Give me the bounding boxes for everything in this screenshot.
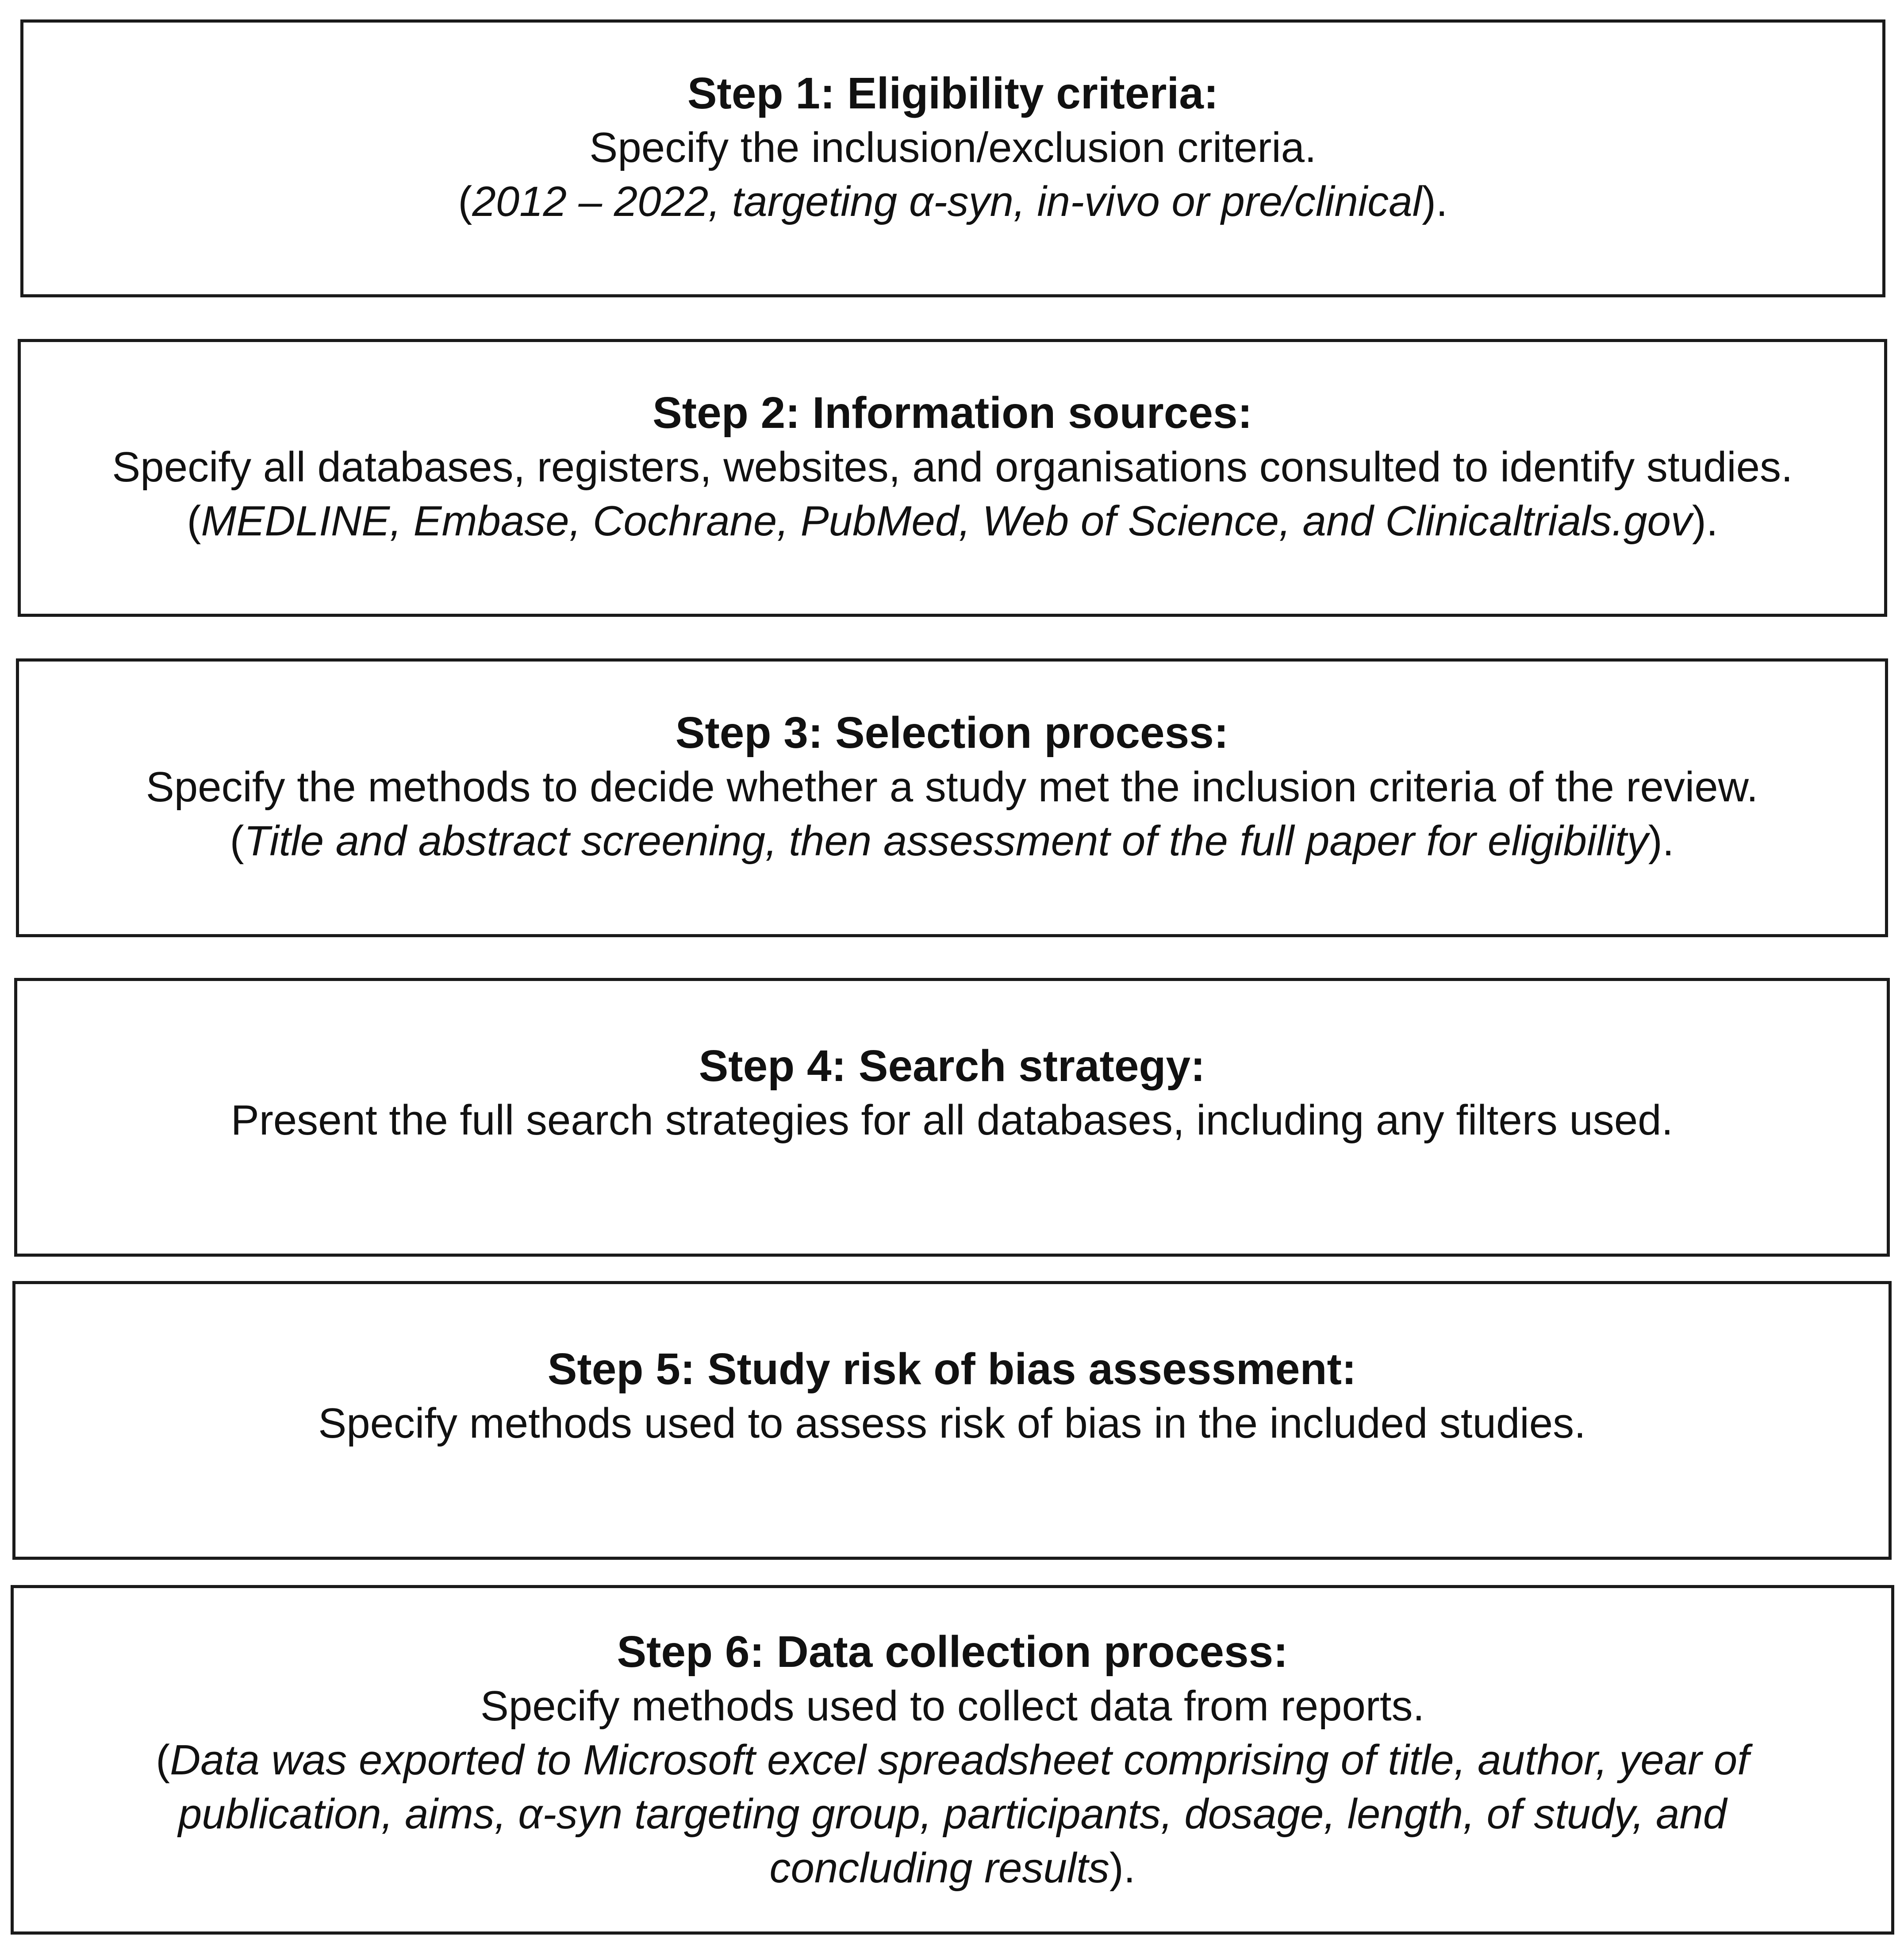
step-1-note-text: 2012 – 2022, targeting α-syn, in-vivo or pre/clinical xyxy=(472,178,1422,225)
step-5-title: Step 5: Study risk of bias assessment: xyxy=(547,1344,1357,1394)
step-3-content xyxy=(146,705,1758,868)
step-4-content xyxy=(231,1039,1673,1147)
step-4-title: Step 4: Search strategy: xyxy=(699,1041,1205,1091)
step-2-title: Step 2: Information sources: xyxy=(653,388,1252,438)
step-1-note xyxy=(458,175,1447,229)
step-5-box xyxy=(12,1281,1892,1560)
step-3-description: Specify the methods to decide whether a study met the inclusion criteria of the review. xyxy=(146,763,1758,811)
step-6-note-line-2 xyxy=(156,1787,1749,1841)
step-3-title: Step 3: Selection process: xyxy=(675,708,1229,758)
step-6-note-line-1 xyxy=(156,1733,1749,1787)
step-6-title: Step 6: Data collection process: xyxy=(617,1627,1288,1677)
step-6-note-text-1: Data was exported to Microsoft excel spreadsheet comprising of title, author, year of xyxy=(170,1736,1749,1784)
step-6-note-close: ). xyxy=(1109,1844,1136,1892)
step-2-content xyxy=(112,385,1793,548)
step-6-note-text-3: concluding results xyxy=(769,1844,1109,1892)
step-2-note xyxy=(112,494,1793,548)
step-4-box xyxy=(14,978,1890,1257)
step-6-note-open: ( xyxy=(156,1736,170,1784)
step-5-description: Specify methods used to assess risk of bias in the included studies. xyxy=(318,1400,1586,1447)
step-3-box xyxy=(16,658,1888,937)
step-6-box xyxy=(11,1585,1894,1935)
step-2-description: Specify all databases, registers, websites, and organisations consulted to identify studies. xyxy=(112,443,1793,491)
step-2-note-open: ( xyxy=(187,497,201,545)
step-3-note-text: Title and abstract screening, then assessment of the full paper for eligibility xyxy=(244,817,1648,865)
step-4-description: Present the full search strategies for all databases, including any filters used. xyxy=(230,1096,1674,1144)
step-6-note-line-3 xyxy=(156,1841,1749,1895)
step-1-description: Specify the inclusion/exclusion criteria. xyxy=(589,124,1317,171)
step-1-content xyxy=(458,66,1447,229)
step-6-note-text-2: publication, aims, α-syn targeting group, participants, dosage, length, of study, and xyxy=(178,1790,1727,1838)
step-5-content xyxy=(318,1342,1586,1450)
step-1-title: Step 1: Eligibility criteria: xyxy=(687,69,1219,118)
step-2-note-text: MEDLINE, Embase, Cochrane, PubMed, Web of Science, and Clinicaltrials.gov xyxy=(201,497,1692,545)
step-6-description: Specify methods used to collect data from reports. xyxy=(480,1682,1425,1730)
step-1-note-open: ( xyxy=(458,178,472,225)
step-1-note-close: ). xyxy=(1421,178,1448,225)
step-2-box xyxy=(18,339,1887,617)
step-1-box xyxy=(20,19,1885,297)
step-6-content xyxy=(156,1624,1749,1895)
step-2-note-close: ). xyxy=(1692,497,1718,545)
step-3-note xyxy=(146,814,1758,868)
step-3-note-open: ( xyxy=(230,817,244,865)
step-3-note-close: ). xyxy=(1648,817,1674,865)
